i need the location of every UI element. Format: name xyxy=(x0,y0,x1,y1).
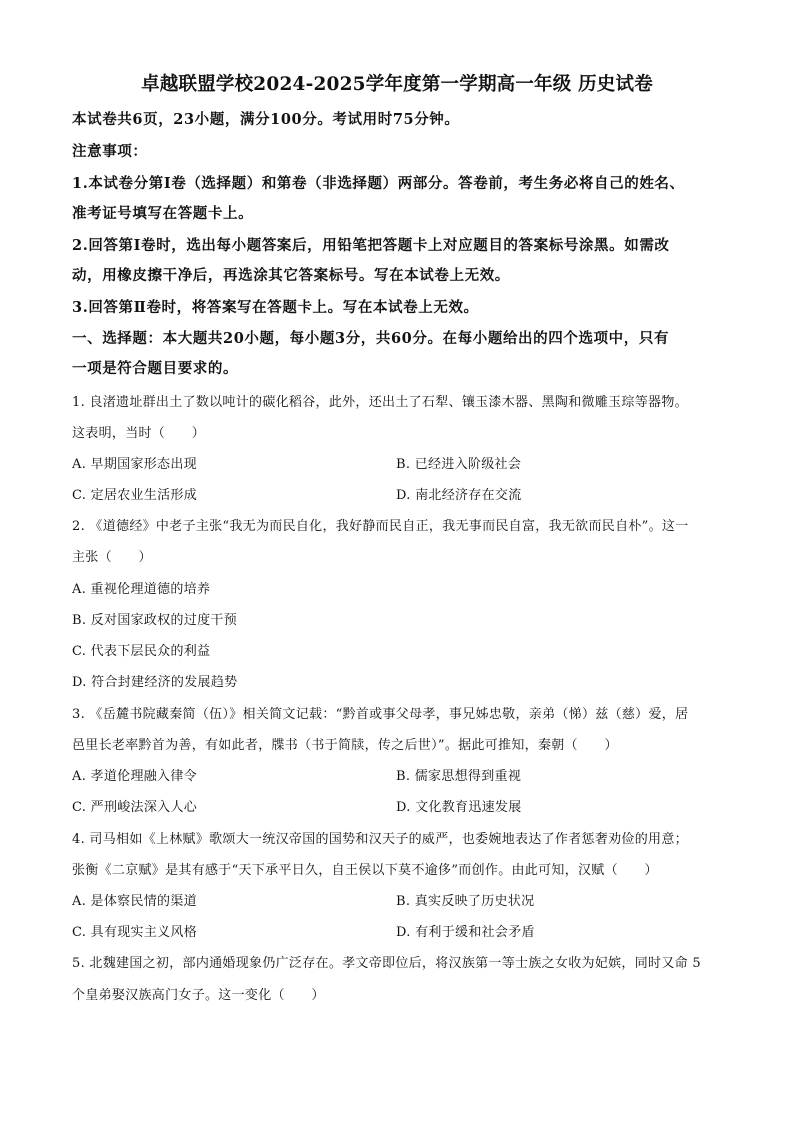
question-1-option-a: A. 早期国家形态出现 xyxy=(72,457,197,472)
question-3-option-d: D. 文化教育迅速发展 xyxy=(396,800,522,815)
notice-item-1-line-1: 1.本试卷分第Ⅰ卷（选择题）和第卷（非选择题）两部分。答卷前，考生务必将自己的姓名、 xyxy=(72,175,685,192)
question-4-option-c: C. 具有现实主义风格 xyxy=(72,925,198,940)
question-3-stem-line-1: 3. 《岳麓书院藏秦简（伍）》相关简文记载：“黔首或事父母孝，事兄姊忠敬，亲弟（悌）兹（慈）爱，居 xyxy=(72,707,689,722)
notice-item-2-line-1: 2.回答第Ⅰ卷时，选出每小题答案后，用铅笔把答题卡上对应题目的答案标号涂黑。如需改 xyxy=(72,237,670,254)
notice-heading: 注意事项： xyxy=(72,143,148,160)
question-4-options-row-1 xyxy=(72,890,726,910)
question-4-options-row-2 xyxy=(72,921,726,941)
question-2-option-a: A. 重视伦理道德的培养 xyxy=(72,582,211,597)
notice-item-1-line-2: 准考证号填写在答题卡上。 xyxy=(72,205,254,222)
question-5-stem-line-2: 个皇弟娶汉族高门女子。这一变化（ ） xyxy=(72,988,325,1003)
question-2-option-b: B. 反对国家政权的过度干预 xyxy=(72,613,238,628)
question-1-stem-line-2: 这表明，当时（ ） xyxy=(72,426,206,441)
notice-item-2-line-2: 动，用橡皮擦干净后，再选涂其它答案标号。写在本试卷上无效。 xyxy=(72,267,510,284)
question-1-option-d: D. 南北经济存在交流 xyxy=(396,488,522,503)
question-3-options-row-1 xyxy=(72,765,726,785)
question-2-stem-line-1: 2. 《道德经》中老子主张“我无为而民自化，我好静而民自正，我无事而民自富，我无欲而民自朴”。这一 xyxy=(72,519,689,534)
question-3-option-c: C. 严刑峻法深入人心 xyxy=(72,800,198,815)
exam-intro: 本试卷共6页，23小题，满分100分。考试用时75分钟。 xyxy=(72,111,460,128)
question-1-stem-line-1: 1. 良渚遗址群出土了数以吨计的碳化稻谷，此外，还出土了石犁、镶玉漆木器、黑陶和微雕玉琮等器物。 xyxy=(72,395,688,410)
question-3-options-row-2 xyxy=(72,796,726,816)
notice-item-3: 3.回答第Ⅱ卷时，将答案写在答题卡上。写在本试卷上无效。 xyxy=(72,299,479,316)
question-1-option-b: B. 已经进入阶级社会 xyxy=(396,457,522,472)
question-3-option-b: B. 儒家思想得到重视 xyxy=(396,769,522,784)
question-5-stem-line-1: 5. 北魏建国之初，部内通婚现象仍广泛存在。孝文帝即位后，将汉族第一等士族之女收为妃嫔，同时又命 5 xyxy=(72,956,701,971)
question-1-options-row-2 xyxy=(72,484,726,504)
question-1-options-row-1 xyxy=(72,453,726,473)
question-4-option-d: D. 有利于缓和社会矛盾 xyxy=(396,925,535,940)
question-2-option-c: C. 代表下层民众的利益 xyxy=(72,644,211,659)
section-1-heading-line-2: 一项是符合题目要求的。 xyxy=(72,360,239,377)
question-2-option-d: D. 符合封建经济的发展趋势 xyxy=(72,675,238,690)
exam-title: 卓越联盟学校2024-2025学年度第一学期高一年级 历史试卷 xyxy=(141,74,653,95)
question-4-option-b: B. 真实反映了历史状况 xyxy=(396,894,535,909)
question-2-stem-line-2: 主张（ ） xyxy=(72,550,152,565)
question-1-option-c: C. 定居农业生活形成 xyxy=(72,488,198,503)
question-3-option-a: A. 孝道伦理融入律令 xyxy=(72,769,197,784)
question-4-stem-line-1: 4. 司马相如《上林赋》歌颂大一统汉帝国的国势和汉天子的威严，也委婉地表达了作者惩奢劝俭的用意； xyxy=(72,832,688,847)
section-1-heading-line-1: 一、选择题：本大题共20小题，每小题3分，共60分。在每小题给出的四个选项中，只有 xyxy=(72,330,670,347)
question-4-option-a: A. 是体察民情的渠道 xyxy=(72,894,197,909)
question-3-stem-line-2: 邑里长老率黔首为善，有如此者，牒书（书于简牍，传之后世）”。据此可推知，秦朝（ ） xyxy=(72,738,618,753)
question-4-stem-line-2: 张衡《二京赋》是其有感于“天下承平日久，自王侯以下莫不逾侈”而创作。由此可知，汉赋（ ） xyxy=(72,863,658,878)
